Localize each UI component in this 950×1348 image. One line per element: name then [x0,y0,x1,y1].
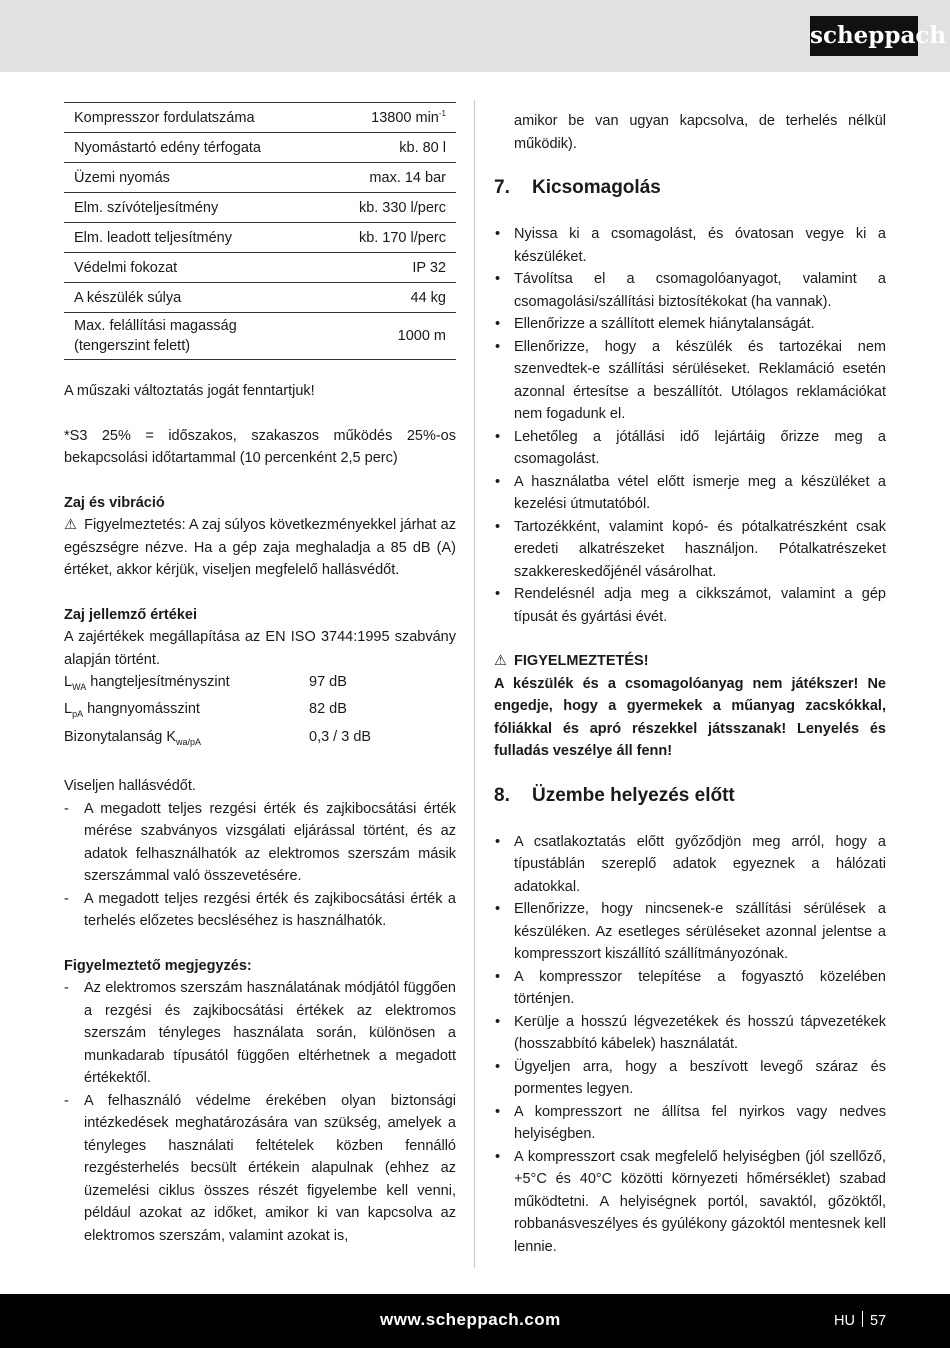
list-item: • Rendelésnél adja meg a cikkszámot, valamint a gép típusát és gyártási évét. [494,583,886,628]
list-item: • A kompresszort csak megfelelő helyiségben (jól szellőző, +5°C és 40°C közötti környezeti hőmérséklet) szabad működtetni. A helyiségnek portól, savaktól, gőzöktől, robbanásveszélyes és gyúlékony gázoktól mentesnek kell lennie. [494,1146,886,1259]
vibration-notes-list [64,798,456,933]
list-item: • A használatba vétel előtt ismerje meg a készüléket a kezelési útmutatóból. [494,471,886,516]
noise-values-intro: A zajértékek megállapítása az EN ISO 3744:1995 szabvány alapján történt. [64,629,456,668]
list-item: • Nyissa ki a csomagolást, és óvatosan vegye ki a készüléket. [494,223,886,268]
list-item: • Kerülje a hosszú légvezetékek és hosszú tápvezetékek (hosszabbító kábelek) használatát. [494,1011,886,1056]
specs-table [64,102,456,360]
warning-text: A készülék és a csomagolóanyag nem játékszer! Ne engedje, hogy a gyermekek a műanyag zacskókkal, fóliákkal és apró részekkel játsszanak! Lenyelés és fulladás veszélye áll fenn! [494,675,886,759]
noise-values-heading: Zaj jellemző értékei [64,606,197,623]
unpacking-list [494,223,886,628]
list-item: • Lehetőleg a jótállási idő lejártáig őrizze meg a csomagolást. [494,426,886,471]
table-row [64,223,456,253]
left-column [64,102,456,1247]
spec-value: 44 kg [322,283,456,313]
spec-label: Üzemi nyomás [64,163,322,193]
list-item: - A megadott teljes rezgési érték és zajkibocsátási érték a terhelés előzetes becsléséhez is használhatók. [64,888,456,933]
page-indicator [834,1311,886,1329]
spec-label: Védelmi fokozat [64,253,322,283]
warning-triangle-icon: ⚠ [64,517,77,533]
website-link[interactable]: www.scheppach.com [380,1310,561,1329]
spec-value: kb. 170 l/perc [322,223,456,253]
list-item: • A kompresszor telepítése a fogyasztó közelében történjen. [494,966,886,1011]
language-code: HU [834,1313,855,1329]
brand-logo: scheppach [810,16,918,56]
spec-label: Elm. szívóteljesítmény [64,193,322,223]
list-item: • Ellenőrizze a szállított elemek hiánytalanságát. [494,313,886,336]
table-row [64,253,456,283]
list-item: • A csatlakoztatás előtt győződjön meg arról, hogy a típustáblán szereplő adatok egyeznek a hálózati adatokkal. [494,831,886,899]
tech-change-note: A műszaki változtatás jogát fenntartjuk! [64,383,315,399]
warning-triangle-icon: ⚠ [494,653,507,669]
column-divider [474,100,475,1268]
page-number: 57 [869,1313,887,1329]
noise-value: 0,3 / 3 dB [309,728,372,745]
list-item: - A megadott teljes rezgési érték és zajkibocsátási érték mérése szabványos vizsgálati eljárással történt, és az adatok felhasználhatók az elektromos szerszám másik szerszámmal való összevetésére. [64,798,456,888]
right-column [494,110,886,1258]
spec-label: Elm. leadott teljesítmény [64,223,322,253]
list-item: • Távolítsa el a csomagolóanyagot, valamint a csomagolási/szállítási biztosítékokat (ha vannak). [494,268,886,313]
table-row [64,283,456,313]
noise-heading: Zaj és vibráció [64,494,165,511]
list-item: - Az elektromos szerszám használatának módjától függően a rezgési és zajkibocsátási értékek az elektromos szerszám tényleges használata során, különösen a munkadarab típusától függően eltérhetnek a megadott értékektől. [64,977,456,1090]
table-row [64,103,456,133]
list-item: • Ellenőrizze, hogy nincsenek-e szállítási sérülések a készüléken. Az esetleges sérüléseket azonnal jelentse a kompresszort kiszállító szállítmányozónak. [494,898,886,966]
spec-label: Kompresszor fordulatszáma [64,103,322,133]
list-item: • Ügyeljen arra, hogy a beszívott levegő száraz és pormentes legyen. [494,1056,886,1101]
list-item: • A kompresszort ne állítsa fel nyirkos vagy nedves helyiségben. [494,1101,886,1146]
list-item: - A felhasználó védelme érekében olyan biztonsági intézkedések meghatározására van szükség, amelyek a tényleges használati feltételek közben fennálló rezgésterhelés becsült értékein alapulnak (ehhez az üzemelési ciklus összes részét figyelembe kell venni, például azokat az időket, amikor ki van kapcsolva az elektromos szerszám, valamint azokat is, [64,1090,456,1248]
warning-title: ⚠ FIGYELMEZTETÉS! [494,650,886,673]
spec-label: A készülék súlya [64,283,322,313]
noise-value-row: $L_{pA}$ hangnyomásszint 82 dB [64,698,456,725]
spec-value: IP 32 [322,253,456,283]
section-7-heading: 7. Kicsomagolás [494,177,661,198]
spec-label: Nyomástartó edény térfogata [64,133,322,163]
header-band [0,0,950,72]
list-item: • Ellenőrizze, hogy a készülék és tartozékai nem szenvedtek-e szállítási sérüléseket. Reklamáció esetén azonnal értesítse a beszállítót. Utólagos reklamációkat nem fogadunk el. [494,336,886,426]
section-8-heading: 8. Üzembe helyezés előtt [494,784,735,806]
table-row [64,313,456,360]
continuation-text: amikor be van ugyan kapcsolva, de terhelés nélkül működik). [514,113,886,152]
noise-warning: ⚠ Figyelmeztetés: A zaj súlyos következményekkel járhat az egészségre nézve. Ha a gép zaja meghaladja a 85 dB (A) értéket, akkor kérjük, viseljen megfelelő hallásvédőt. [64,514,456,582]
before-startup-list [494,831,886,1259]
spec-value: 1000 m [322,313,456,360]
table-row [64,193,456,223]
wear-protection-note: Viseljen hallásvédőt. [64,778,196,795]
noise-value-row: Bizonytalanság $K_{wa/pA}$ 0,3 / 3 dB [64,726,456,753]
warning-note-list [64,977,456,1247]
spec-value: max. 14 bar [322,163,456,193]
table-row [64,133,456,163]
s3-note: *S3 25% = időszakos, szakaszos működés 25%-os bekapcsolási időtartammal (10 percenként 2,5 perc) [64,427,456,466]
footer-bar [0,1294,950,1348]
spec-value: 13800 $\min^{-1}$ [322,103,456,133]
noise-value: 82 dB [309,701,347,718]
spec-value: kb. 330 l/perc [322,193,456,223]
table-row [64,163,456,193]
warning-note-heading: Figyelmeztető megjegyzés: [64,957,252,974]
noise-value: 97 dB [309,674,347,690]
spec-label: Max. felállítási magasság (tengerszint felett) [64,313,322,360]
list-item: • Tartozékként, valamint kopó- és pótalkatrészként csak eredeti alkatrészeket használjon. Pótalkatrészeket szakkereskedőjénél vásárolhat. [494,516,886,584]
noise-value-row: $L_{WA}$ hangteljesítményszint 97 dB [64,671,456,698]
spec-value: kb. 80 l [322,133,456,163]
